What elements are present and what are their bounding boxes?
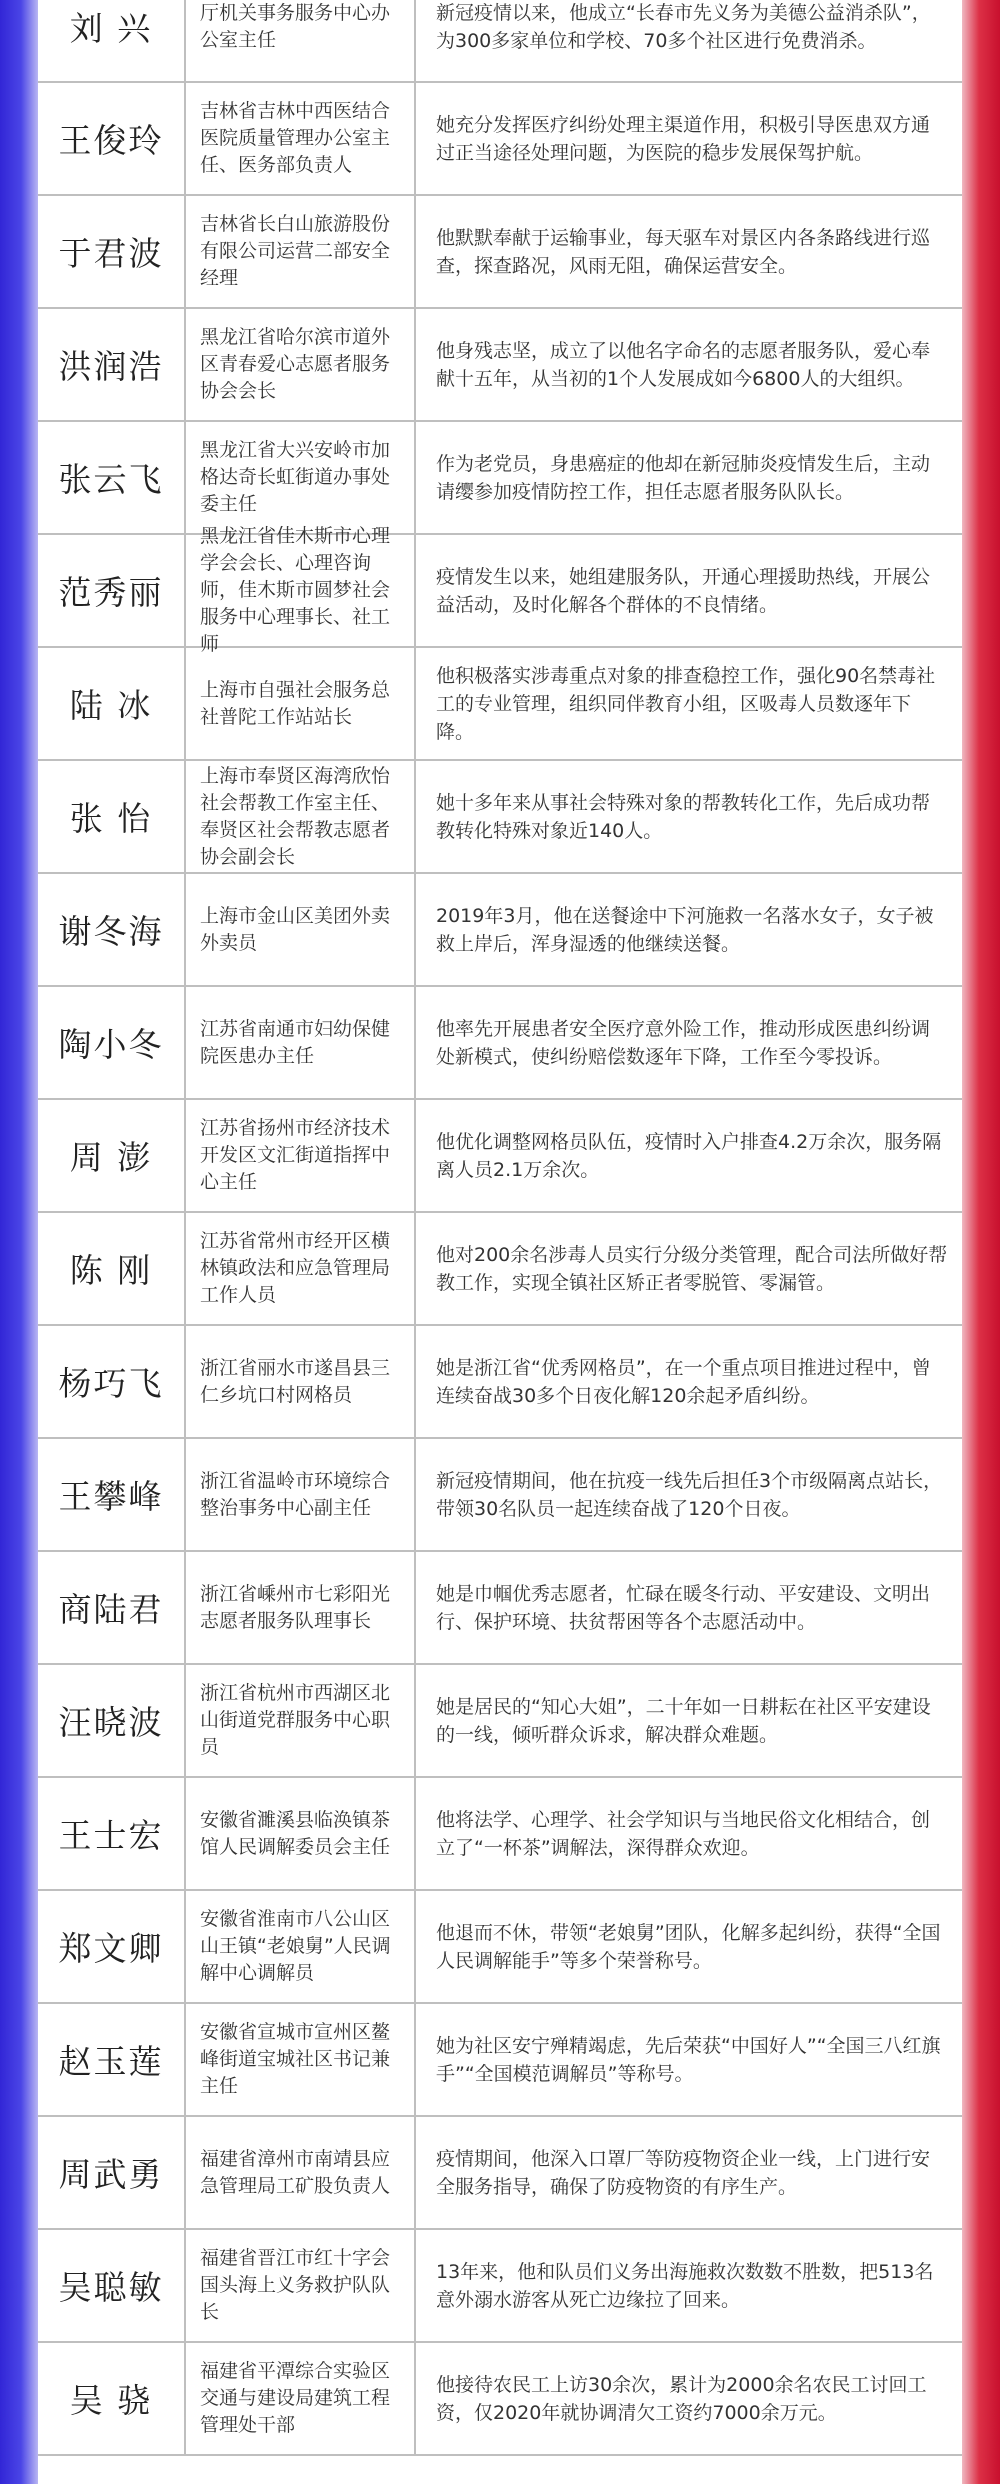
deed-text: 他接待农民工上访30余次，累计为2000余名农民工讨回工资，仅2020年就协调清欠工资约7000余万元。 <box>436 2373 927 2424</box>
unit-text: 黑龙江省哈尔滨市道外区青春爱心志愿者服务协会会长 <box>200 326 391 402</box>
deed-description <box>416 1326 962 1437</box>
table-row <box>38 761 962 874</box>
table-row <box>38 83 962 196</box>
deed-description <box>416 2117 962 2228</box>
person-name: 周武勇 <box>38 2117 186 2228</box>
table-row <box>38 1213 962 1326</box>
unit-and-title <box>186 2343 416 2454</box>
unit-text: 福建省晋江市红十字会国头海上义务救护队队长 <box>200 2247 391 2323</box>
unit-text: 福建省平潭综合实验区交通与建设局建筑工程管理处干部 <box>200 2360 391 2436</box>
deed-description <box>416 83 962 194</box>
unit-text: 安徽省宣城市宣州区鳌峰街道宝城社区书记兼主任 <box>200 2021 391 2097</box>
table-row <box>38 1326 962 1439</box>
unit-and-title <box>186 309 416 420</box>
unit-and-title <box>186 1213 416 1324</box>
unit-text: 厅机关事务服务中心办公室主任 <box>200 1 391 51</box>
deed-description <box>416 1100 962 1211</box>
deed-text: 13年来，他和队员们义务出海施救次数数不胜数，把513名意外溺水游客从死亡边缘拉了回来。 <box>436 2260 934 2311</box>
unit-text: 江苏省扬州市经济技术开发区文汇街道指挥中心主任 <box>200 1117 391 1193</box>
unit-text: 安徽省濉溪县临涣镇茶馆人民调解委员会主任 <box>200 1808 391 1858</box>
deed-text: 她充分发挥医疗纠纷处理主渠道作用，积极引导医患双方通过正当途径处理问题，为医院的稳步发展保驾护航。 <box>436 113 931 164</box>
person-name: 郑文卿 <box>38 1891 186 2002</box>
deed-description <box>416 2230 962 2341</box>
deed-text: 他积极落实涉毒重点对象的排查稳控工作，强化90名禁毒社工的专业管理，组织同伴教育小组，区吸毒人员数逐年下降。 <box>436 664 936 743</box>
person-name: 赵玉莲 <box>38 2004 186 2115</box>
unit-text: 浙江省丽水市遂昌县三仁乡坑口村网格员 <box>200 1356 391 1406</box>
person-name: 于君波 <box>38 196 186 307</box>
deed-text: 新冠疫情期间，他在抗疫一线先后担任3个市级隔离点站长，带领30名队员一起连续奋战了120个日夜。 <box>436 1469 943 1520</box>
unit-and-title <box>186 2117 416 2228</box>
deed-text: 她是浙江省“优秀网格员”，在一个重点项目推进过程中，曾连续奋战30多个日夜化解120余起矛盾纠纷。 <box>436 1356 931 1407</box>
deed-text: 他对200余名涉毒人员实行分级分类管理，配合司法所做好帮教工作，实现全镇社区矫正者零脱管、零漏管。 <box>436 1243 948 1294</box>
unit-and-title <box>186 1665 416 1776</box>
deed-text: 他默默奉献于运输事业，每天驱车对景区内各条路线进行巡查，探查路况，风雨无阻，确保运营安全。 <box>436 226 931 277</box>
deed-text: 疫情发生以来，她组建服务队，开通心理援助热线，开展公益活动，及时化解各个群体的不良情绪。 <box>436 565 931 616</box>
unit-text: 福建省漳州市南靖县应急管理局工矿股负责人 <box>200 2147 391 2197</box>
table-row <box>38 1891 962 2004</box>
person-name: 吴 骁 <box>38 2343 186 2454</box>
person-name: 张 怡 <box>38 761 186 872</box>
deed-description <box>416 987 962 1098</box>
person-name: 范秀丽 <box>38 535 186 646</box>
deed-text: 作为老党员，身患癌症的他却在新冠肺炎疫情发生后，主动请缨参加疫情防控工作，担任志愿者服务队队长。 <box>436 452 931 503</box>
unit-text: 黑龙江省大兴安岭市加格达奇长虹街道办事处委主任 <box>200 439 391 515</box>
person-name: 陶小冬 <box>38 987 186 1098</box>
unit-text: 江苏省南通市妇幼保健院医患办主任 <box>200 1017 391 1067</box>
deed-description <box>416 1552 962 1663</box>
table-row <box>38 196 962 309</box>
table-row <box>38 1439 962 1552</box>
table-row <box>38 1665 962 1778</box>
deed-description <box>416 309 962 420</box>
table-row <box>38 2117 962 2230</box>
honoree-table <box>38 0 962 2484</box>
unit-and-title <box>186 525 416 655</box>
deed-description <box>416 648 962 759</box>
unit-text: 浙江省杭州市西湖区北山街道党群服务中心职员 <box>200 1682 391 1758</box>
unit-text: 江苏省常州市经开区横林镇政法和应急管理局工作人员 <box>200 1230 391 1306</box>
deed-text: 他身残志坚，成立了以他名字命名的志愿者服务队，爱心奉献十五年，从当初的1个人发展成如今6800人的大组织。 <box>436 339 931 390</box>
deed-description <box>416 761 962 872</box>
deed-text: 新冠疫情以来，他成立“长春市先义务为美德公益消杀队”，为300多家单位和学校、70多个社区进行免费消杀。 <box>436 1 931 52</box>
unit-text: 上海市奉贤区海湾欣怡社会帮教工作室主任、奉贤区社会帮教志愿者协会副会长 <box>200 764 391 868</box>
unit-text: 上海市金山区美团外卖外卖员 <box>200 904 391 954</box>
unit-and-title <box>186 761 416 872</box>
unit-and-title <box>186 196 416 307</box>
person-name: 王士宏 <box>38 1778 186 1889</box>
deed-description <box>416 1778 962 1889</box>
person-name: 汪晓波 <box>38 1665 186 1776</box>
unit-and-title <box>186 0 416 81</box>
deed-text: 他退而不休，带领“老娘舅”团队，化解多起纠纷，获得“全国人民调解能手”等多个荣誉称号。 <box>436 1921 941 1972</box>
person-name: 谢冬海 <box>38 874 186 985</box>
deed-description <box>416 1891 962 2002</box>
unit-text: 黑龙江省佳木斯市心理学会会长、心理咨询师，佳木斯市圆梦社会服务中心理事长、社工师 <box>200 525 391 655</box>
person-name: 王俊玲 <box>38 83 186 194</box>
unit-and-title <box>186 1778 416 1889</box>
deed-text: 疫情期间，他深入口罩厂等防疫物资企业一线，上门进行安全服务指导，确保了防疫物资的有序生产。 <box>436 2147 931 2198</box>
table-row <box>38 1100 962 1213</box>
deed-text: 他率先开展患者安全医疗意外险工作，推动形成医患纠纷调处新模式，使纠纷赔偿数逐年下降，工作至今零投诉。 <box>436 1017 931 1068</box>
deed-text: 她十多年来从事社会特殊对象的帮教转化工作，先后成功帮教转化特殊对象近140人。 <box>436 791 931 842</box>
unit-and-title <box>186 2230 416 2341</box>
unit-and-title <box>186 422 416 533</box>
deed-description <box>416 535 962 646</box>
table-row <box>38 874 962 987</box>
right-red-band <box>962 0 1000 2484</box>
unit-and-title <box>186 874 416 985</box>
unit-and-title <box>186 1439 416 1550</box>
person-name: 周 澎 <box>38 1100 186 1211</box>
person-name: 王攀峰 <box>38 1439 186 1550</box>
deed-description <box>416 1665 962 1776</box>
person-name: 吴聪敏 <box>38 2230 186 2341</box>
deed-description <box>416 874 962 985</box>
deed-text: 他将法学、心理学、社会学知识与当地民俗文化相结合，创立了“一杯茶”调解法，深得群众欢迎。 <box>436 1808 931 1859</box>
unit-and-title <box>186 1552 416 1663</box>
unit-and-title <box>186 83 416 194</box>
deed-description <box>416 2343 962 2454</box>
person-name: 刘 兴 <box>38 0 186 81</box>
person-name: 杨巧飞 <box>38 1326 186 1437</box>
table-row <box>38 2004 962 2117</box>
table-row <box>38 1552 962 1665</box>
deed-description <box>416 1439 962 1550</box>
table-rows <box>38 0 962 2456</box>
table-row <box>38 309 962 422</box>
table-row <box>38 0 962 83</box>
deed-text: 她为社区安宁殚精竭虑，先后荣获“中国好人”“全国三八红旗手”“全国模范调解员”等称号。 <box>436 2034 941 2085</box>
table-row <box>38 422 962 535</box>
deed-text: 2019年3月，他在送餐途中下河施救一名落水女子，女子被救上岸后，浑身湿透的他继续送餐。 <box>436 904 934 955</box>
table-row <box>38 525 962 655</box>
unit-text: 浙江省嵊州市七彩阳光志愿者服务队理事长 <box>200 1582 391 1632</box>
unit-and-title <box>186 1891 416 2002</box>
person-name: 洪润浩 <box>38 309 186 420</box>
unit-text: 浙江省温岭市环境综合整治事务中心副主任 <box>200 1469 391 1519</box>
deed-description <box>416 1213 962 1324</box>
unit-text: 吉林省吉林中西医结合医院质量管理办公室主任、医务部负责人 <box>200 100 391 176</box>
deed-text: 她是巾帼优秀志愿者，忙碌在暖冬行动、平安建设、文明出行、保护环境、扶贫帮困等各个志愿活动中。 <box>436 1582 931 1633</box>
unit-and-title <box>186 648 416 759</box>
unit-text: 上海市自强社会服务总社普陀工作站站长 <box>200 678 391 728</box>
table-row <box>38 648 962 761</box>
deed-description <box>416 0 962 81</box>
table-row <box>38 2230 962 2343</box>
deed-text: 她是居民的“知心大姐”，二十年如一日耕耘在社区平安建设的一线，倾听群众诉求，解决群众难题。 <box>436 1695 931 1746</box>
unit-text: 安徽省淮南市八公山区山王镇“老娘舅”人民调解中心调解员 <box>200 1908 391 1984</box>
left-blue-band <box>0 0 38 2484</box>
deed-text: 他优化调整网格员队伍，疫情时入户排查4.2万余次，服务隔离人员2.1万余次。 <box>436 1130 942 1181</box>
unit-and-title <box>186 987 416 1098</box>
person-name: 张云飞 <box>38 422 186 533</box>
person-name: 商陆君 <box>38 1552 186 1663</box>
person-name: 陈 刚 <box>38 1213 186 1324</box>
deed-description <box>416 2004 962 2115</box>
unit-and-title <box>186 1326 416 1437</box>
deed-description <box>416 422 962 533</box>
unit-text: 吉林省长白山旅游股份有限公司运营二部安全经理 <box>200 213 391 289</box>
unit-and-title <box>186 1100 416 1211</box>
table-row <box>38 2343 962 2456</box>
table-row <box>38 987 962 1100</box>
table-row <box>38 1778 962 1891</box>
person-name: 陆 冰 <box>38 648 186 759</box>
deed-description <box>416 196 962 307</box>
unit-and-title <box>186 2004 416 2115</box>
